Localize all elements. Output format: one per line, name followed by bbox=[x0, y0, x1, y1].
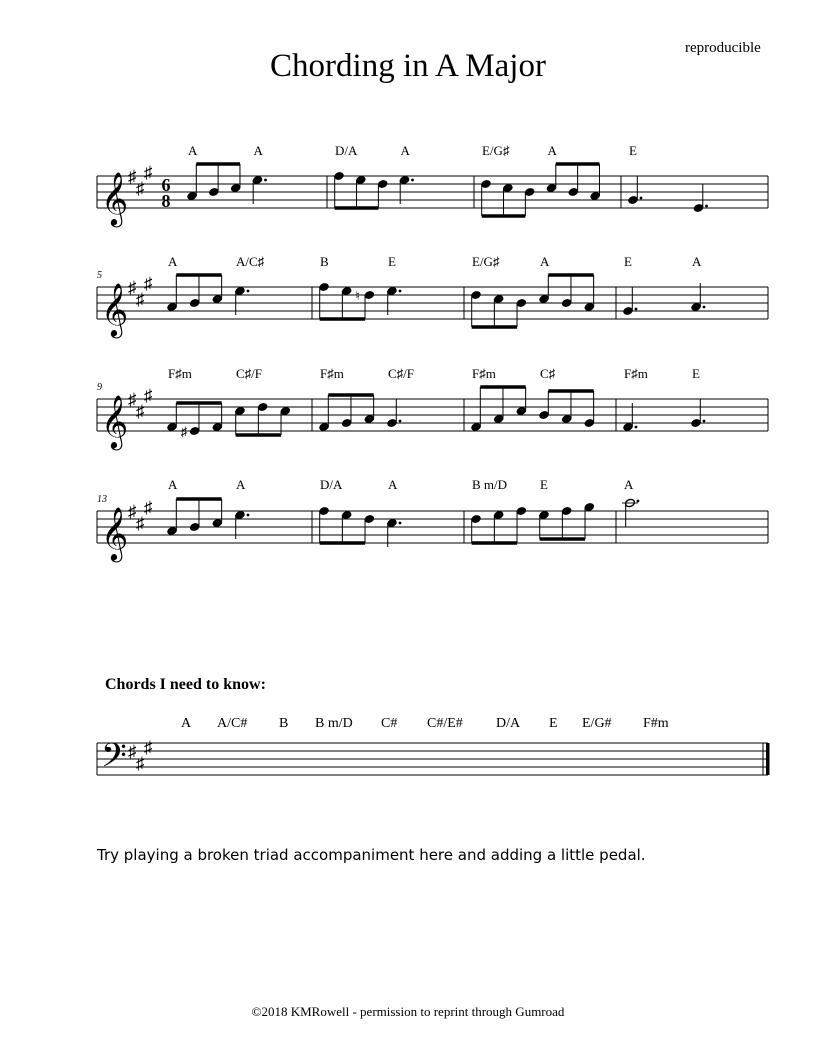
treble-clef-icon: 𝄞 bbox=[101, 173, 129, 224]
chord-symbol: A bbox=[540, 254, 550, 269]
chord-symbol: F♯m bbox=[472, 366, 496, 381]
chord-symbol: A/C♯ bbox=[236, 254, 265, 269]
chords-to-know-item: A bbox=[181, 716, 192, 731]
augmentation-dot bbox=[247, 514, 250, 517]
augmentation-dot bbox=[703, 420, 706, 423]
chord-symbol: E bbox=[692, 366, 700, 381]
chord-symbol: F♯m bbox=[168, 366, 192, 381]
chords-section-heading: Chords I need to know: bbox=[105, 676, 266, 693]
augmentation-dot bbox=[399, 522, 402, 525]
chord-symbol: C♯ bbox=[540, 366, 556, 381]
chords-to-know-item: E/G# bbox=[582, 716, 612, 731]
reproducible-label: reproducible bbox=[685, 40, 761, 56]
augmentation-dot bbox=[703, 306, 706, 309]
key-signature-sharp-icon: ♯ bbox=[128, 390, 137, 409]
augmentation-dot bbox=[399, 290, 402, 293]
accidental-icon: ♯ bbox=[180, 424, 188, 439]
key-signature-sharp-icon: ♯ bbox=[144, 274, 153, 293]
chord-symbol: A bbox=[547, 143, 557, 158]
chord-symbol: E/G♯ bbox=[482, 143, 510, 158]
time-signature-bottom: 8 bbox=[161, 191, 171, 211]
measure-number: 9 bbox=[97, 382, 102, 393]
chord-symbol: E/G♯ bbox=[472, 254, 500, 269]
key-signature-sharp-icon: ♯ bbox=[128, 167, 137, 186]
chords-to-know-item: B bbox=[279, 716, 289, 731]
augmentation-dot bbox=[640, 197, 643, 200]
instruction-text: Try playing a broken triad accompaniment here and adding a little pedal. bbox=[97, 846, 646, 864]
chord-symbol: A bbox=[692, 254, 702, 269]
augmentation-dot bbox=[637, 500, 640, 503]
measure-number: 13 bbox=[97, 494, 107, 505]
chord-symbol: A bbox=[188, 143, 198, 158]
chord-symbol: A bbox=[168, 254, 178, 269]
key-signature-sharp-icon: ♯ bbox=[136, 754, 145, 773]
chord-symbol: A bbox=[168, 477, 178, 492]
chord-symbol: A bbox=[236, 477, 246, 492]
chord-symbol: A bbox=[624, 477, 634, 492]
augmentation-dot bbox=[264, 179, 267, 182]
augmentation-dot bbox=[635, 426, 638, 429]
key-signature-sharp-icon: ♯ bbox=[128, 742, 137, 761]
treble-clef-icon: 𝄞 bbox=[101, 508, 129, 559]
treble-clef-icon: 𝄞 bbox=[101, 284, 129, 335]
key-signature-sharp-icon: ♯ bbox=[144, 498, 153, 517]
accidental-icon: ♮ bbox=[355, 288, 360, 303]
chord-symbol: C♯/F bbox=[388, 366, 415, 381]
chord-symbol: E bbox=[624, 254, 632, 269]
treble-clef-icon: 𝄞 bbox=[101, 396, 129, 447]
key-signature-sharp-icon: ♯ bbox=[136, 514, 145, 533]
chords-to-know-item: E bbox=[549, 716, 558, 731]
chord-symbol: C♯/F bbox=[236, 366, 263, 381]
key-signature-sharp-icon: ♯ bbox=[144, 386, 153, 405]
final-barline-thick bbox=[766, 743, 770, 775]
chord-symbol: A bbox=[388, 477, 398, 492]
chord-symbol: E bbox=[629, 143, 637, 158]
time-signature-top: 6 bbox=[161, 175, 171, 195]
chord-symbol: A bbox=[253, 143, 263, 158]
measure-number: 5 bbox=[97, 270, 102, 281]
chord-symbol: D/A bbox=[335, 143, 358, 158]
chord-symbol: E bbox=[540, 477, 548, 492]
key-signature-sharp-icon: ♯ bbox=[128, 278, 137, 297]
chords-to-know-item: B m/D bbox=[315, 716, 353, 731]
key-signature-sharp-icon: ♯ bbox=[136, 290, 145, 309]
augmentation-dot bbox=[705, 205, 708, 208]
chord-symbol: E bbox=[388, 254, 396, 269]
page-title: Chording in A Major bbox=[270, 48, 546, 84]
augmentation-dot bbox=[399, 420, 402, 423]
chord-symbol: F♯m bbox=[320, 366, 344, 381]
copyright-footer: ©2018 KMRowell - permission to reprint through Gumroad bbox=[251, 1004, 565, 1019]
chord-symbol: B bbox=[320, 254, 329, 269]
augmentation-dot bbox=[247, 290, 250, 293]
chords-to-know-item: A/C# bbox=[217, 716, 248, 731]
chord-symbol: B m/D bbox=[472, 477, 508, 492]
key-signature-sharp-icon: ♯ bbox=[136, 179, 145, 198]
chords-to-know-item: C# bbox=[381, 716, 398, 731]
key-signature-sharp-icon: ♯ bbox=[128, 502, 137, 521]
key-signature-sharp-icon: ♯ bbox=[136, 402, 145, 421]
chord-symbol: A bbox=[400, 143, 410, 158]
key-signature-sharp-icon: ♯ bbox=[144, 163, 153, 182]
augmentation-dot bbox=[635, 308, 638, 311]
chord-symbol: D/A bbox=[320, 477, 343, 492]
chord-symbol: F♯m bbox=[624, 366, 648, 381]
bass-clef-icon: 𝄢 bbox=[101, 737, 127, 782]
chords-to-know-item: F#m bbox=[643, 716, 669, 731]
chords-to-know-item: D/A bbox=[496, 716, 521, 731]
chords-to-know-item: C#/E# bbox=[427, 716, 463, 731]
augmentation-dot bbox=[411, 179, 414, 182]
key-signature-sharp-icon: ♯ bbox=[144, 738, 153, 757]
